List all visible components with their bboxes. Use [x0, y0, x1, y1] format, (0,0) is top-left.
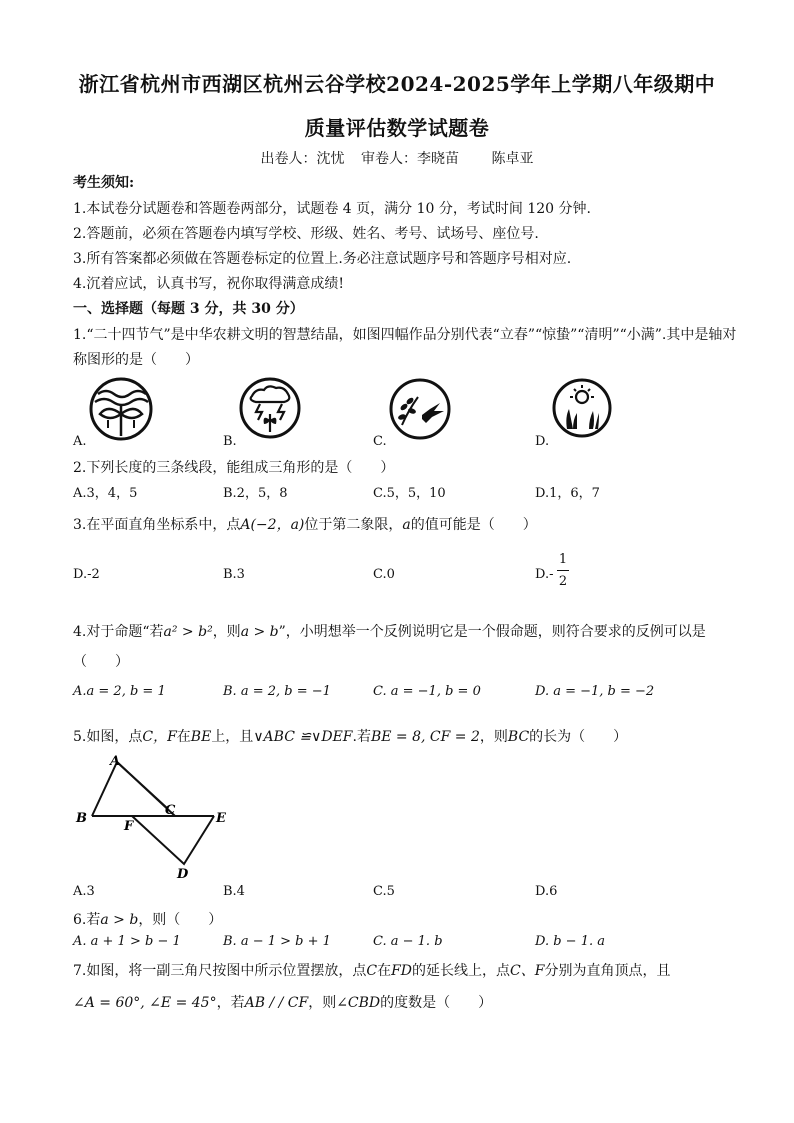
label-e: E [216, 811, 226, 826]
q5-option-d: D.6 [535, 884, 558, 899]
label-c: C [165, 803, 176, 818]
q1-option-a-label: A. [73, 434, 87, 449]
label-f: F [124, 819, 134, 834]
q5-option-b: B.4 [223, 884, 245, 899]
xiaoman-icon [551, 377, 613, 439]
label-b: B [76, 811, 87, 826]
q3-option-c: C.0 [373, 567, 395, 582]
q4-option-c: C. a = −1, b = 0 [373, 684, 481, 699]
q3-option-b: B.3 [223, 567, 245, 582]
notice-item: 1.本试卷分试题卷和答题卷两部分，试题卷 4 页，满分 10 分，考试时间 120 分钟. [73, 201, 591, 217]
q3-stem: 3.在平面直角坐标系中，点A(−2，a)位于第二象限，a的值可能是（ ） [73, 517, 537, 533]
q7-stem-line2: ∠A = 60°, ∠E = 45°，若AB / / CF，则∠CBD的度数是（ ） [73, 995, 493, 1011]
notice-item: 3.所有答案都必须做在答题卷标定的位置上.务必注意试题序号和答题序号相对应. [73, 251, 572, 267]
q2-option-c: C.5，5，10 [373, 486, 446, 501]
q3-frac-bar [557, 570, 569, 571]
q1-option-b-label: B. [223, 434, 237, 449]
q3-point: A(−2，a) [240, 517, 305, 533]
q6-option-d: D. b − 1. a [535, 934, 605, 949]
notice-item: 2.答题前，必须在答题卷内填写学校、形级、姓名、考号、试场号、座位号. [73, 226, 539, 242]
section-heading: 一、选择题（每题 3 分，共 30 分） [73, 301, 304, 317]
q5-stem: 5.如图，点C，F在BE上，且∨ABC ≌∨DEF.若BE = 8, CF = 2，则BC的长为（ ） [73, 729, 628, 745]
q3-option-d: D.- [535, 567, 554, 582]
q7-stem-line1: 7.如图，将一副三角尺按图中所示位置摆放，点C在FD的延长线上，点C、F分别为直角顶点，且 [73, 963, 671, 979]
q6-option-b: B. a − 1 > b + 1 [223, 934, 331, 949]
jingzhe-icon [238, 376, 302, 440]
q1-option-d-label: D. [535, 434, 550, 449]
qingming-icon [388, 377, 452, 441]
notice-heading: 考生须知: [73, 175, 135, 191]
q4-stem-line2: （ ） [73, 654, 129, 670]
q5-triangle-figure [72, 752, 242, 882]
exam-title-line1: 浙江省杭州市西湖区杭州云谷学校2024-2025学年上学期八年级期中 [78, 72, 716, 96]
q3-frac-den: 2 [558, 574, 568, 589]
q5-option-c: C.5 [373, 884, 395, 899]
q2-option-b: B.2，5，8 [223, 486, 288, 501]
setter-name: 出卷人：沈忧 [260, 151, 345, 167]
q1-stem-line2: 称图形的是（ ） [73, 352, 199, 368]
q6-stem: 6.若a > b，则（ ） [73, 912, 223, 928]
notice-item: 4.沉着应试，认真书写，祝你取得满意成绩! [73, 276, 344, 292]
q6-option-c: C. a − 1. b [373, 934, 443, 949]
authors-line [0, 148, 794, 168]
q5-option-a: A.3 [73, 884, 95, 899]
q3-option-a: D.-2 [73, 567, 100, 582]
lichun-icon [88, 376, 154, 442]
q1-stem-line1: 1.“二十四节气”是中华农耕文明的智慧结晶，如图四幅作品分别代表“立春”“惊蛰”“清明”“小满”.其中是轴对 [73, 327, 737, 343]
q2-option-a: A.3，4，5 [73, 486, 138, 501]
exam-title-line2: 质量评估数学试题卷 [304, 116, 490, 140]
q1-option-c-label: C. [373, 434, 387, 449]
q4-stem-line1: 4.对于命题“若a² > b²，则a > b”，小明想举一个反例说明它是一个假命题，则符合要求的反例可以是 [73, 624, 706, 640]
q3-frac-num: 1 [558, 552, 568, 567]
reviewer-name-2: 陈卓亚 [491, 151, 534, 167]
q2-option-d: D.1，6，7 [535, 486, 600, 501]
q6-option-a: A. a + 1 > b − 1 [73, 934, 181, 949]
label-d: D [177, 867, 189, 882]
q4-option-a: A.a = 2, b = 1 [73, 684, 166, 699]
label-a: A [110, 754, 121, 769]
q4-option-b: B. a = 2, b = −1 [223, 684, 331, 699]
q4-option-d: D. a = −1, b = −2 [535, 684, 655, 699]
reviewer-name: 审卷人：李晓苗 [361, 151, 459, 167]
q2-stem: 2.下列长度的三条线段，能组成三角形的是（ ） [73, 460, 395, 476]
